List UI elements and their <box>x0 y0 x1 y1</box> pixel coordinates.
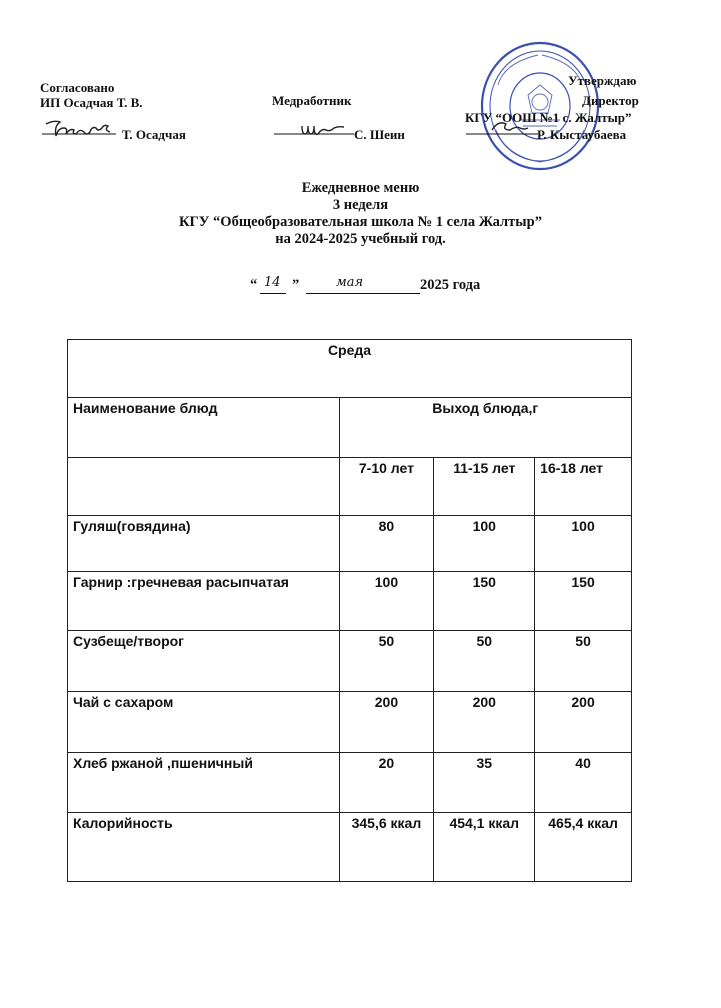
dish-value: 200 <box>535 692 632 753</box>
age-11-15: 11-15 лет <box>434 458 535 516</box>
dish-value: 50 <box>434 631 535 692</box>
dish-value: 80 <box>339 516 434 572</box>
age-7-10: 7-10 лет <box>339 458 434 516</box>
table-row <box>68 631 632 692</box>
signature-left <box>38 114 120 144</box>
date-year: 2025 года <box>420 277 481 293</box>
age-16-18: 16-18 лет <box>535 458 632 516</box>
approve-line2: Директор <box>582 93 639 108</box>
dish-value: 200 <box>434 692 535 753</box>
dish-name: Чай с сахаром <box>68 692 340 753</box>
dish-name: Гуляш(говядина) <box>68 516 340 572</box>
calories-label: Калорийность <box>68 813 340 882</box>
menu-title: Ежедневное меню <box>301 180 420 196</box>
age-empty-cell <box>68 458 340 516</box>
school-name: КГУ “Общеобразовательная школа № 1 села Жалтыр” <box>179 214 542 230</box>
medic-title: Медработник <box>272 93 352 108</box>
date-month: мая <box>336 275 364 290</box>
dish-value: 20 <box>339 753 434 813</box>
table-row <box>68 516 632 572</box>
week-label: 3 неделя <box>332 197 389 213</box>
approve-line1: Утверждаю <box>568 73 637 88</box>
school-year: на 2024-2025 учебный год. <box>275 231 446 247</box>
approval-left-name: Т. Осадчая <box>122 127 186 142</box>
approve-name: Р. Кыстаубаева <box>537 127 627 142</box>
dish-value: 100 <box>535 516 632 572</box>
calories-value: 345,6 ккал <box>339 813 434 882</box>
menu-table <box>67 339 632 882</box>
dish-value: 150 <box>535 572 632 631</box>
approve-line3: КГУ “ООШ №1 с. Жалтыр” <box>465 110 632 125</box>
dish-value: 40 <box>535 753 632 813</box>
dish-value: 200 <box>339 692 434 753</box>
table-row <box>68 692 632 753</box>
col-header-output: Выход блюда,г <box>339 398 631 458</box>
dish-name: Сузбеще/творог <box>68 631 340 692</box>
dish-value: 150 <box>434 572 535 631</box>
col-header-name: Наименование блюд <box>68 398 340 458</box>
table-row <box>68 572 632 631</box>
dish-value: 50 <box>535 631 632 692</box>
table-row <box>68 753 632 813</box>
signature-right <box>462 116 542 142</box>
dish-name: Хлеб ржаной ,пшеничный <box>68 753 340 813</box>
dish-name: Гарнир :гречневая расыпчатая <box>68 572 340 631</box>
dish-value: 35 <box>434 753 535 813</box>
dish-value: 50 <box>339 631 434 692</box>
approval-left-line2: ИП Осадчая Т. В. <box>40 95 143 110</box>
signature-middle <box>272 114 356 144</box>
table-row <box>68 813 632 882</box>
date-open-quote: “ <box>250 277 258 293</box>
day-header: Среда <box>68 340 632 398</box>
approval-left-line1: Согласовано <box>40 80 115 95</box>
dish-value: 100 <box>434 516 535 572</box>
calories-value: 465,4 ккал <box>535 813 632 882</box>
date-day: 14 <box>264 275 281 290</box>
dish-value: 100 <box>339 572 434 631</box>
medic-name: С. Шеин <box>354 127 405 142</box>
date-close-quote: ” <box>292 277 300 293</box>
date-line <box>250 275 510 297</box>
calories-value: 454,1 ккал <box>434 813 535 882</box>
